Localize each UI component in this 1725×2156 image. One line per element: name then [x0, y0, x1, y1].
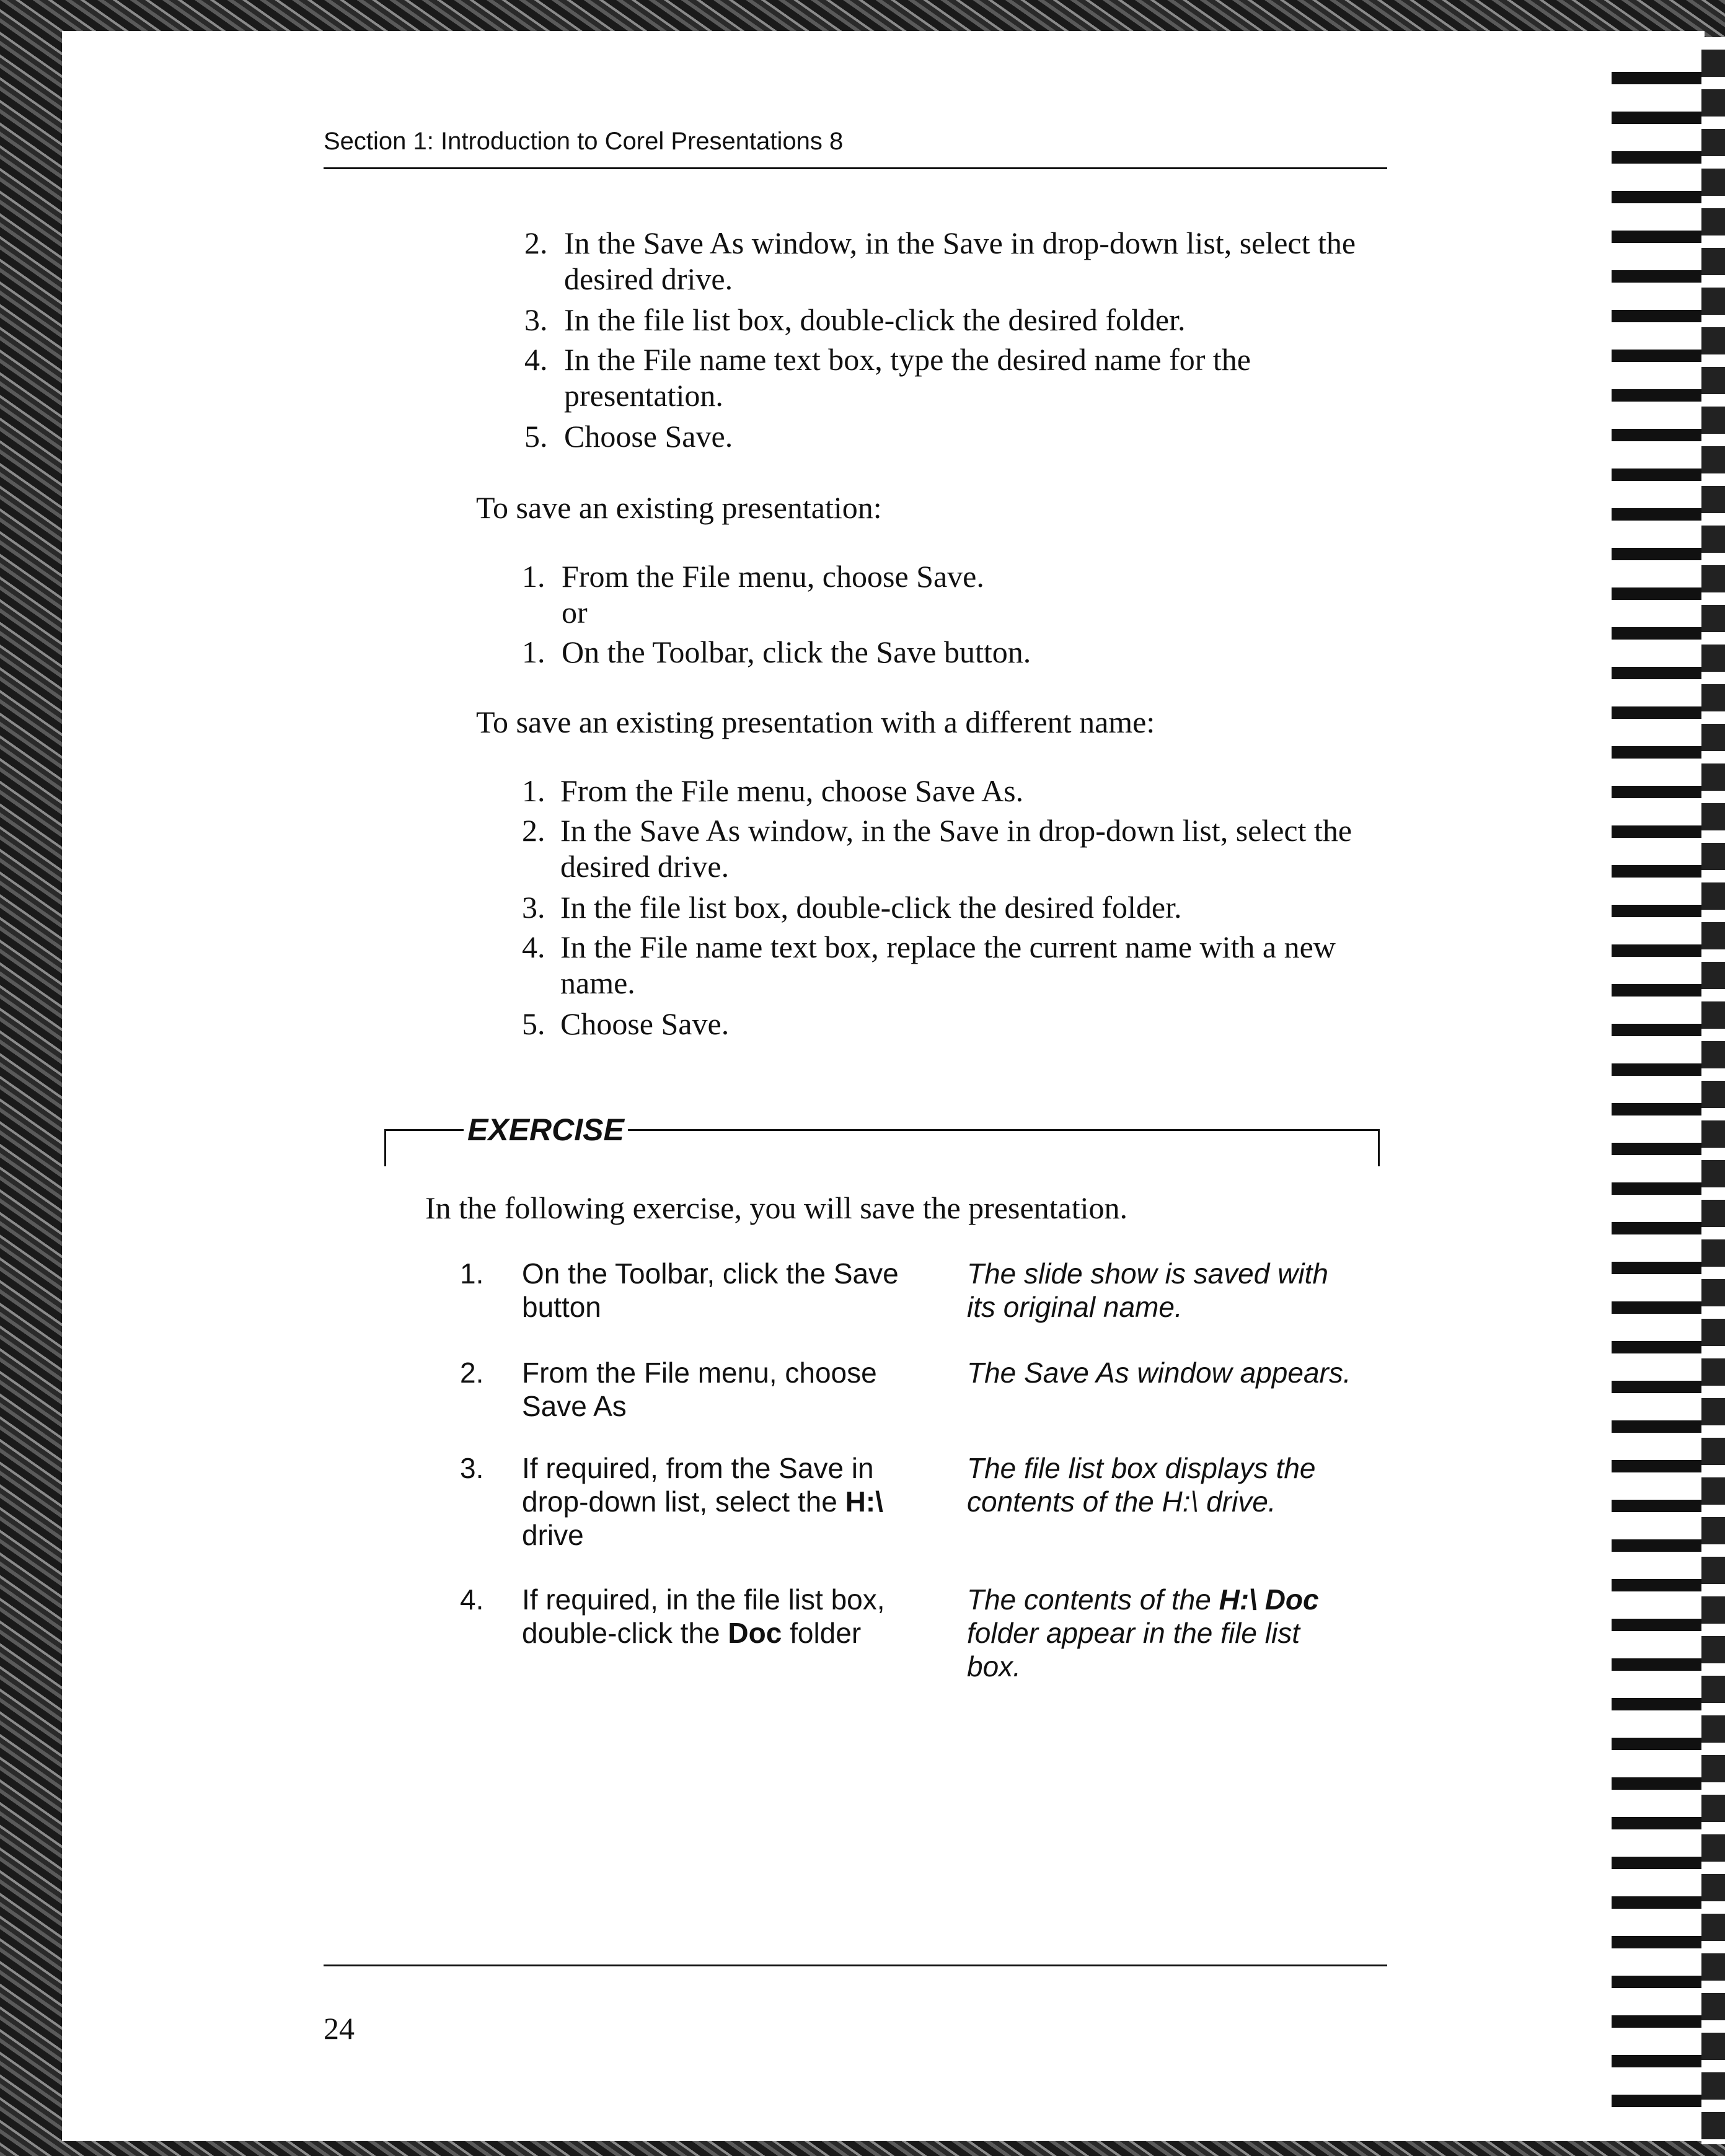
list-item-text: In the File name text box, replace the current name with a new [560, 930, 1336, 964]
list-item-text: In the Save As window, in the Save in drop-down list, select the [564, 226, 1356, 260]
list-number: 1. [522, 559, 545, 594]
step-result: The contents of the H:\ Doc folder appear in the file list box. [967, 1583, 1319, 1683]
page-number: 24 [324, 2011, 355, 2046]
list-item-text: Choose Save. [564, 419, 733, 454]
step-action: If required, from the Save in drop-down list, select the H:\ drive [522, 1452, 883, 1551]
list-number: 1. [522, 773, 545, 808]
step-number: 4. [460, 1583, 484, 1616]
step-number: 2. [460, 1357, 484, 1389]
step-action: From the File menu, choose Save As [522, 1357, 877, 1422]
list-number: 2. [524, 226, 548, 260]
list-number: 5. [524, 419, 548, 454]
list-item-text: desired drive. [564, 262, 733, 296]
list-item-text: On the Toolbar, click the Save button. [562, 635, 1031, 669]
list-number: 3. [524, 302, 548, 337]
exercise-title: EXERCISE [464, 1112, 628, 1148]
footer-rule [324, 1965, 1387, 1966]
list-item-text: name. [560, 966, 635, 1000]
list-item-text: desired drive. [560, 849, 730, 884]
exercise-frame-left [384, 1129, 386, 1166]
list-item-text: Choose Save. [560, 1006, 730, 1041]
list-item-text: In the file list box, double-click the desired folder. [560, 890, 1182, 925]
step-result: The Save As window appears. [967, 1357, 1351, 1389]
or-separator: or [562, 595, 588, 630]
exercise-frame-right [1378, 1129, 1380, 1166]
step-number: 3. [460, 1452, 484, 1484]
step-action: On the Toolbar, click the Save button [522, 1257, 899, 1323]
header-rule [324, 167, 1387, 169]
list-item-text: In the file list box, double-click the desired folder. [564, 302, 1186, 337]
step-result: The slide show is saved with its original name. [967, 1257, 1328, 1323]
section-header: Section 1: Introduction to Corel Presentations 8 [324, 128, 844, 155]
list-number: 1. [522, 635, 545, 669]
list-item-text: presentation. [564, 378, 723, 413]
spiral-binding-edge [1701, 37, 1725, 2144]
lead-save-rename: To save an existing presentation with a different name: [476, 705, 1155, 739]
list-item-text: From the File menu, choose Save. [562, 559, 984, 594]
list-item-text: From the File menu, choose Save As. [560, 773, 1024, 808]
folder-path: H:\ Doc [1219, 1583, 1319, 1616]
step-action: If required, in the file list box, double-click the Doc folder [522, 1583, 885, 1649]
folder-name: Doc [728, 1617, 782, 1649]
list-number: 2. [522, 813, 545, 848]
list-item-text: In the Save As window, in the Save in drop-down list, select the [560, 813, 1352, 848]
list-number: 4. [524, 342, 548, 377]
step-result: The file list box displays the contents of the H:\ drive. [967, 1452, 1316, 1518]
drive-name: H:\ [845, 1485, 883, 1518]
lead-save-existing: To save an existing presentation: [476, 490, 882, 525]
exercise-intro: In the following exercise, you will save the presentation. [425, 1190, 1128, 1225]
list-number: 3. [522, 890, 545, 925]
list-number: 5. [522, 1006, 545, 1041]
list-item-text: In the File name text box, type the desired name for the [564, 342, 1251, 377]
list-number: 4. [522, 930, 545, 964]
step-number: 1. [460, 1257, 484, 1290]
